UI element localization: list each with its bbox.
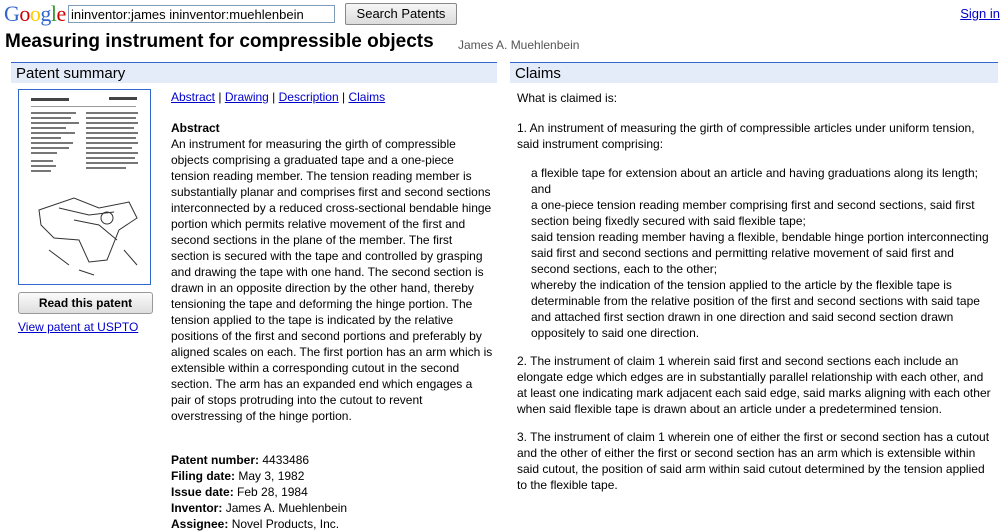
claim-part: a flexible tape for extension about an article and having graduations along its length; and	[531, 166, 978, 196]
meta-label: Issue date:	[171, 485, 234, 499]
claim-2: 2. The instrument of claim 1 wherein said first and second sections each include an elongate edge which edges are in substantially parallel relationship with each other, and at least one indicating mark adjacent each said edge, said marks aligning with each other when said flexible tape is drawn about an article under a predetermined tension.	[517, 354, 991, 416]
meta-label: Patent number:	[171, 453, 260, 467]
claims-heading: Claims	[510, 62, 998, 83]
meta-value: Feb 28, 1984	[237, 485, 308, 499]
nav-claims-link[interactable]: Claims	[348, 90, 386, 104]
meta-row	[171, 452, 493, 468]
meta-row	[171, 516, 493, 532]
logo-letter: o	[19, 1, 30, 26]
patent-drawing-image	[19, 90, 150, 284]
top-bar	[0, 0, 1008, 28]
logo-letter: e	[56, 1, 66, 26]
claims-section	[517, 90, 991, 493]
logo-letter: o	[29, 1, 41, 26]
meta-row	[171, 468, 493, 484]
page-title: Measuring instrument for compressible objects	[5, 31, 434, 52]
meta-value: 4433486	[262, 453, 310, 467]
meta-value: James A. Muehlenbein	[225, 501, 348, 515]
meta-value: Novel Products, Inc.	[231, 517, 340, 531]
view-at-uspto-link[interactable]: View patent at USPTO	[18, 320, 139, 334]
search-input[interactable]	[68, 5, 335, 23]
google-logo[interactable]	[4, 2, 66, 26]
abstract-text: An instrument for measuring the girth of compressible objects comprising a graduated tape and a one-piece tension reading member. The tension reading member is substantially planar and comprises first and second sections interconnected by a reduced cross-sectional bendable hinge portion which permits relative movement of the first and second sections in the plane of the member. The first section is secured with the tape and controlled by grasping and drawing the tape with one hand. The second section is drawn in an opposite direction by the other hand, thereby tensioning the tape and deforming the hinge portion. The tension applied to the tape is indicated by the relative positions of the first and second portions and preferably by aligned scales on each. The first portion has an arm which is extensible within a corresponding cutout in the second section. The arm has an expanded end which engages a pair of stops protruding into the cutout to revent overstressing of the hinge portion.	[171, 137, 493, 423]
patent-drawing-thumbnail[interactable]	[18, 89, 151, 285]
claim-3: 3. The instrument of claim 1 wherein one of either the first or second section has a cutout and the other of either the first or second section has an arm which is extensible within said cutout, the position of said arm within said cutout determined by the tension applied to the flexible tape.	[517, 430, 990, 492]
section-nav: Abstract | Drawing | Description | Claims	[171, 90, 386, 104]
nav-description-link[interactable]: Description	[278, 90, 339, 104]
patent-summary-heading: Patent summary	[11, 62, 497, 83]
meta-value: May 3, 1982	[238, 469, 305, 483]
nav-abstract-link[interactable]: Abstract	[171, 90, 216, 104]
logo-letter: l	[50, 1, 57, 26]
meta-row	[171, 484, 493, 500]
read-this-patent-button[interactable]: Read this patent	[18, 292, 153, 314]
claim-1-lead: 1. An instrument of measuring the girth of compressible articles under uniform tension, said instrument comprising:	[517, 121, 975, 151]
meta-label: Filing date:	[171, 469, 235, 483]
meta-row	[171, 500, 493, 516]
abstract-heading: Abstract	[171, 121, 220, 135]
sign-in-link[interactable]: Sign in	[960, 6, 1000, 21]
claims-intro: What is claimed is:	[517, 91, 618, 105]
nav-drawing-link[interactable]: Drawing	[224, 90, 269, 104]
meta-label: Inventor:	[171, 501, 223, 515]
abstract-section	[171, 120, 493, 424]
claim-part: a one-piece tension reading member comprising first and second sections, said first section being fixedly secured with said flexible tape;	[531, 198, 975, 228]
search-patents-button[interactable]: Search Patents	[345, 3, 457, 25]
patent-metadata	[171, 452, 493, 532]
title-inventor: James A. Muehlenbein	[458, 38, 580, 52]
logo-letter: g	[40, 1, 51, 26]
claim-1-parts	[517, 165, 991, 341]
logo-letter: G	[4, 1, 20, 26]
meta-label: Assignee:	[171, 517, 229, 531]
claim-part: said tension reading member having a flexible, bendable hinge portion interconnecting said first and second sections and permitting relative movement of said first and second sections, each to the other;	[531, 230, 989, 276]
claim-part: whereby the indication of the tension applied to the article by the flexible tape is determinable from the relative position of the first and second sections with said tape and attached first section drawn in one direction and said second section drawn oppositely to said one direction.	[531, 278, 980, 340]
